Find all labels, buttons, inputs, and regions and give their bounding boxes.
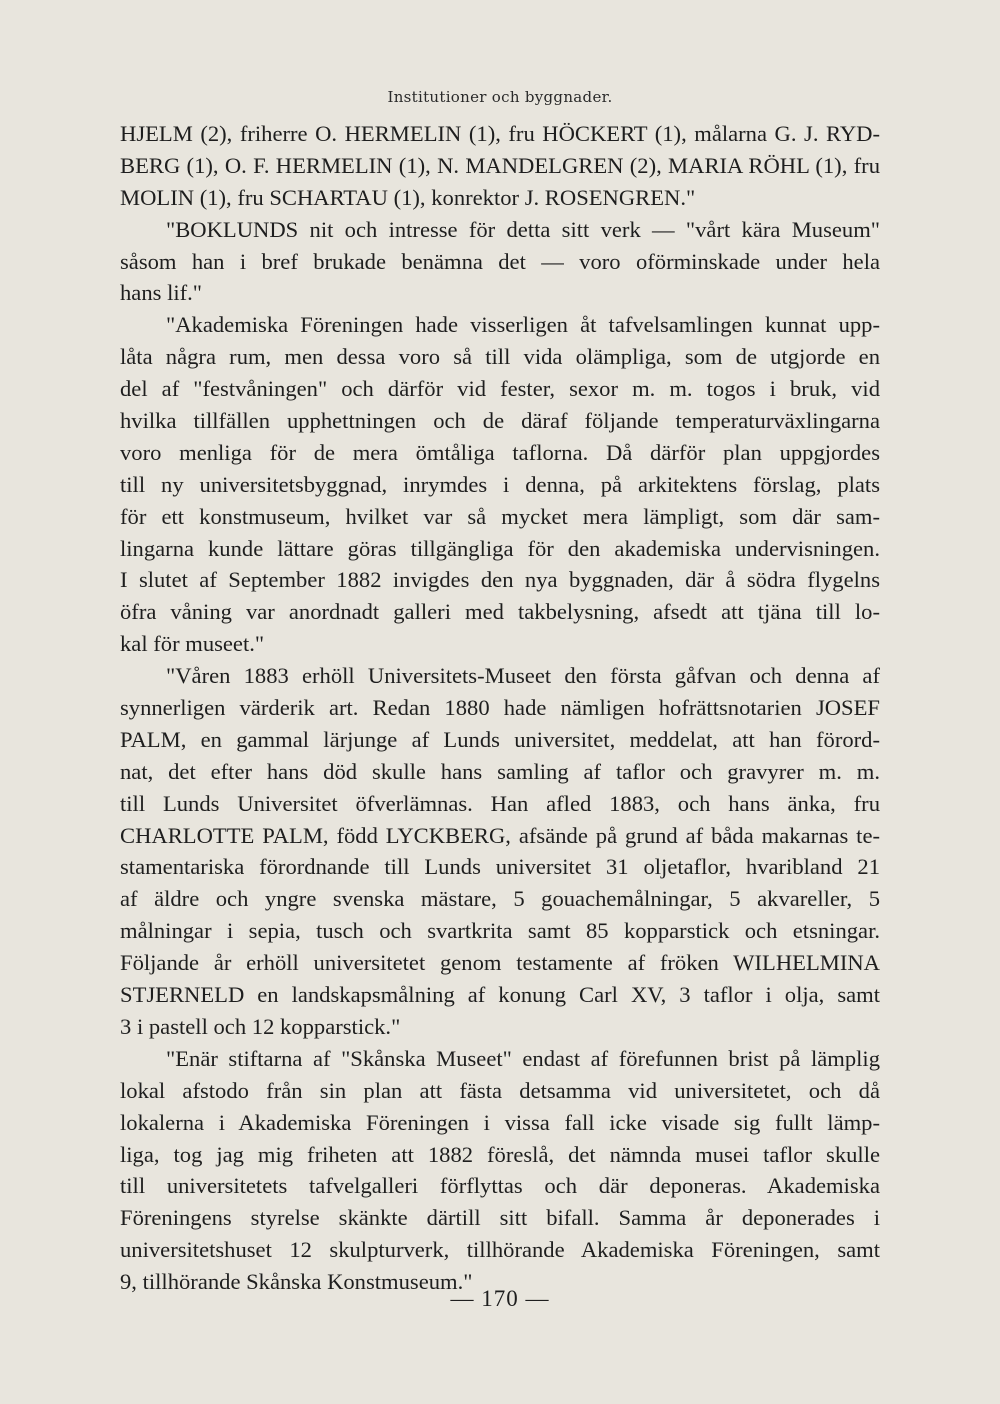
text-line: Följande år erhöll universitetet genom testamente af fröken WILHELMINA bbox=[120, 950, 880, 976]
text-line: "Akademiska Föreningen hade visserligen åt tafvelsamlingen kunnat upp- bbox=[166, 312, 880, 338]
text-line: I slutet af September 1882 invigdes den nya byggnaden, där å södra flygelns bbox=[120, 567, 880, 593]
text-line: af äldre och yngre svenska mästare, 5 gouachemålningar, 5 akvareller, 5 bbox=[120, 886, 880, 912]
text-line: för ett konstmuseum, hvilket var så mycket mera lämpligt, som där sam- bbox=[120, 503, 880, 529]
text-line: öfra våning var anordnadt galleri med takbelysning, afsedt att tjäna till lo- bbox=[120, 599, 880, 625]
text-line: del af "festvåningen" och därför vid fester, sexor m. m. togos i bruk, vid bbox=[120, 376, 880, 402]
body-text bbox=[120, 118, 880, 1298]
text-line: "BOKLUNDS nit och intresse för detta sitt verk — "vårt kära Museum" bbox=[166, 216, 880, 242]
text-line: MOLIN (1), fru SCHARTAU (1), konrektor J. ROSENGREN." bbox=[120, 184, 696, 210]
text-line: till Lunds Universitet öfverlämnas. Han afled 1883, och hans änka, fru bbox=[120, 790, 880, 816]
text-line: målningar i sepia, tusch och svartkrita samt 85 kopparstick och etsningar. bbox=[120, 918, 880, 944]
text-line: "Enär stiftarna af "Skånska Museet" endast af förefunnen brist på lämplig bbox=[166, 1045, 880, 1071]
text-line: voro menliga för de mera ömtåliga taflorna. Då därför plan uppgjordes bbox=[120, 439, 880, 465]
text-line: Föreningens styrelse skänkte därtill sitt bifall. Samma år deponerades i bbox=[120, 1205, 880, 1231]
text-line: lokal afstodo från sin plan att fästa detsamma vid universitetet, och då bbox=[120, 1077, 880, 1103]
text-line: "Våren 1883 erhöll Universitets-Museet den första gåfvan och denna af bbox=[166, 663, 880, 689]
text-line: till ny universitetsbyggnad, inrymdes i denna, på arkitektens förslag, plats bbox=[120, 471, 880, 497]
text-line: nat, det efter hans död skulle hans samling af taflor och gravyrer m. m. bbox=[120, 758, 880, 784]
text-line: CHARLOTTE PALM, född LYCKBERG, afsände på grund af båda makarnas te- bbox=[120, 822, 880, 848]
text-line: 9, tillhörande Skånska Konstmuseum." bbox=[120, 1269, 473, 1295]
text-line: liga, tog jag mig friheten att 1882 föreslå, det nämnda musei taflor skulle bbox=[120, 1141, 880, 1167]
text-line: STJERNELD en landskapsmålning af konung Carl XV, 3 taflor i olja, samt bbox=[120, 982, 880, 1008]
text-line: hvilka tillfällen upphettningen och de däraf följande temperaturväxlingarna bbox=[120, 408, 880, 434]
text-line: till universitetets tafvelgalleri förflyttas och där deponeras. Akademiska bbox=[120, 1173, 880, 1199]
text-line: PALM, en gammal lärjunge af Lunds universitet, meddelat, att han förord- bbox=[120, 726, 880, 752]
text-line: lingarna kunde lättare göras tillgängliga för den akademiska undervisningen. bbox=[120, 535, 880, 561]
text-line: synnerligen värderik art. Redan 1880 hade nämligen hofrättsnotarien JOSEF bbox=[120, 695, 880, 721]
running-head: Institutioner och byggnader. bbox=[387, 88, 613, 106]
text-line: såsom han i bref brukade benämna det — voro oförminskade under hela bbox=[120, 248, 880, 274]
text-line: universitetshuset 12 skulpturverk, tillhörande Akademiska Föreningen, samt bbox=[120, 1237, 880, 1263]
text-line: hans lif." bbox=[120, 280, 203, 306]
page-number: — 170 — bbox=[450, 1286, 550, 1311]
text-line: låta några rum, men dessa voro så till vida olämpliga, som de utgjorde en bbox=[120, 344, 880, 370]
text-line: 3 i pastell och 12 kopparstick." bbox=[120, 1013, 401, 1039]
text-line: lokalerna i Akademiska Föreningen i vissa fall icke visade sig fullt lämp- bbox=[120, 1109, 880, 1135]
text-line: kal för museet." bbox=[120, 631, 265, 657]
text-line: HJELM (2), friherre O. HERMELIN (1), fru HÖCKERT (1), målarna G. J. RYD- bbox=[120, 121, 880, 146]
text-line: BERG (1), O. F. HERMELIN (1), N. MANDELGREN (2), MARIA RÖHL (1), fru bbox=[120, 152, 880, 178]
text-line: stamentariska förordnande till Lunds universitet 31 oljetaflor, hvaribland 21 bbox=[120, 854, 880, 880]
